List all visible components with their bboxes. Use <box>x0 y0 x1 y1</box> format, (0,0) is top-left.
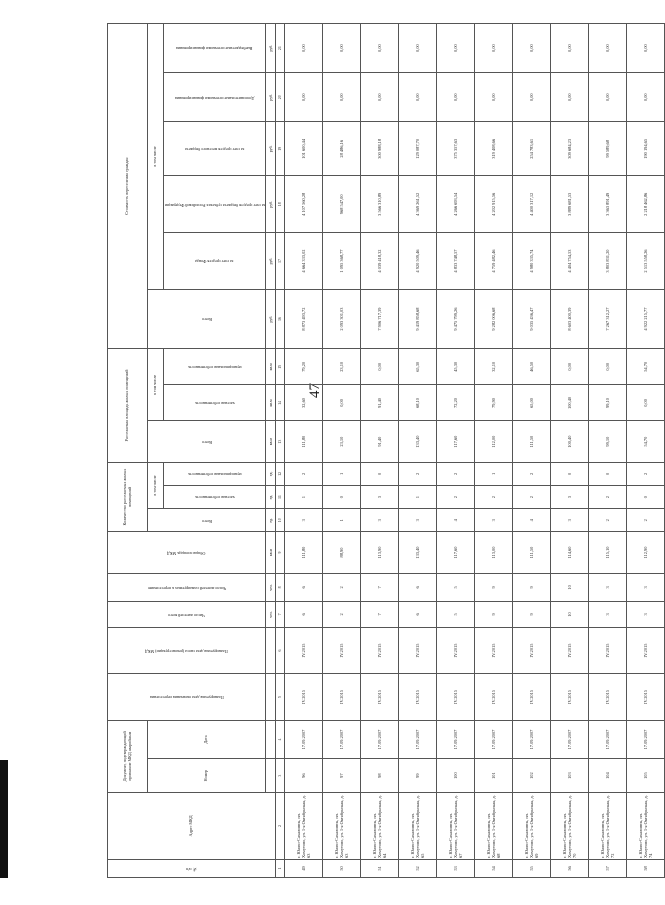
th-unit-at: кв.м <box>266 421 276 462</box>
cell-rm: 0 <box>551 462 589 485</box>
th-unit-cl: руб. <box>266 122 276 176</box>
cell-end: IV.2015 <box>551 674 589 720</box>
cell-demo: IV.2015 <box>475 627 513 673</box>
cell-cf: 4 039 418,32 <box>361 233 399 290</box>
th-address: Адрес МКД <box>108 792 276 859</box>
cell-demo: IV.2015 <box>323 627 361 673</box>
th-area-group: Расселяемая площадь жилых помещений <box>108 349 148 463</box>
th-cost-local: за счет средств местного бюджета <box>164 122 266 176</box>
cell-ct: 9 282 006,68 <box>475 289 513 348</box>
cell-cl: 254 783,61 <box>513 122 551 176</box>
cell-end: IV.2015 <box>323 674 361 720</box>
cell-at: 133,40 <box>399 421 437 462</box>
th-rooms-private: частная собственность <box>164 486 266 509</box>
cell-rm: 2 <box>399 462 437 485</box>
th-unit-cr: руб. <box>266 176 276 233</box>
cell-ct: 7 267 312,27 <box>589 289 627 348</box>
col-number: 3 <box>276 759 285 793</box>
cell-res: 9 <box>513 602 551 628</box>
cell-rp: 2 <box>589 486 627 509</box>
cell-cr: 3 363 891,49 <box>589 176 627 233</box>
cell-res: 6 <box>285 602 323 628</box>
cell-date: 17.09.2007 <box>475 720 513 759</box>
cell-num: 96 <box>285 759 323 793</box>
cell-rm: 0 <box>361 462 399 485</box>
cell-n: 51 <box>361 859 399 877</box>
col-number: 13 <box>276 421 285 462</box>
cell-ap: 72,20 <box>437 385 475 421</box>
th-unit-doc-date <box>266 720 276 759</box>
table-row <box>437 24 475 878</box>
cell-addr: г. Южно-Сахалинск, пл. Хомутово, ул. 1-я Октябрьская, д. 72 <box>589 792 627 859</box>
cell-move: 6 <box>285 573 323 601</box>
cell-ap: 79,90 <box>475 385 513 421</box>
th-doc-group: Документ, подтверждающий признание МКД аварийным <box>108 720 148 792</box>
cell-ce: 0,00 <box>323 73 361 122</box>
table-row <box>627 24 665 878</box>
cell-rt: 3 <box>399 509 437 532</box>
cell-num: 101 <box>475 759 513 793</box>
cell-ct: 8 873 493,72 <box>285 289 323 348</box>
cell-am: 45,30 <box>437 349 475 385</box>
cell-rp: 0 <box>323 486 361 509</box>
cell-rp: 1 <box>285 486 323 509</box>
th-cost-extra2: Внебюджетные источники финансирования <box>164 24 266 73</box>
table-body <box>285 24 665 878</box>
cell-cx: 0,00 <box>285 24 323 73</box>
cell-ap: 65,00 <box>513 385 551 421</box>
cell-cl: 28 486,16 <box>323 122 361 176</box>
cell-end: IV.2015 <box>627 674 665 720</box>
th-unit-rp: ед. <box>266 486 276 509</box>
cell-move: 3 <box>627 573 665 601</box>
cell-addr: г. Южно-Сахалинск, пл. Хомутово, ул. 1-я Октябрьская, д. 70 <box>551 792 589 859</box>
cell-ce: 0,00 <box>589 73 627 122</box>
cell-res: 10 <box>551 602 589 628</box>
table-row <box>475 24 513 878</box>
cell-cx: 0,00 <box>551 24 589 73</box>
cell-at: 117,60 <box>437 421 475 462</box>
cell-cr: 3 889 681,53 <box>551 176 589 233</box>
cell-rm: 2 <box>437 462 475 485</box>
th-doc-date: Дата <box>148 720 266 759</box>
cell-ap: 99,10 <box>589 385 627 421</box>
cell-res: 6 <box>399 602 437 628</box>
cell-n: 58 <box>627 859 665 877</box>
th-planned-demolition: Планируемая дата сноса (реконструкции) МКД <box>108 627 266 673</box>
cell-cx: 0,00 <box>437 24 475 73</box>
cell-date: 17.09.2007 <box>589 720 627 759</box>
cell-area: 112,90 <box>627 532 665 573</box>
cell-addr: г. Южно-Сахалинск, пл. Хомутово, ул. 1-я Октябрьская, д. 74 <box>627 792 665 859</box>
cell-at: 111,50 <box>513 421 551 462</box>
cell-res: 3 <box>589 602 627 628</box>
cell-demo: IV.2015 <box>285 627 323 673</box>
cell-cx: 0,00 <box>399 24 437 73</box>
cell-res: 7 <box>361 602 399 628</box>
cell-move: 3 <box>589 573 627 601</box>
cell-at: 91,40 <box>361 421 399 462</box>
cell-n: 57 <box>589 859 627 877</box>
cell-rm: 1 <box>323 462 361 485</box>
col-number: 16 <box>276 289 285 348</box>
col-number: 15 <box>276 349 285 385</box>
cell-end: IV.2015 <box>437 674 475 720</box>
cell-ct: 9 035 436,47 <box>513 289 551 348</box>
cell-ap: 0,00 <box>627 385 665 421</box>
cell-rp: 1 <box>399 486 437 509</box>
th-residents-to-move: Число жителей планируемых к переселению <box>108 573 266 601</box>
cell-cf: 3 803 831,20 <box>589 233 627 290</box>
cell-end: IV.2015 <box>361 674 399 720</box>
cell-cl: 319 408,66 <box>475 122 513 176</box>
cell-ct: 4 922 215,77 <box>627 289 665 348</box>
cell-rt: 3 <box>361 509 399 532</box>
th-unit-area: кв.м <box>266 532 276 573</box>
cell-area: 111,80 <box>285 532 323 573</box>
cell-cl: 101 600,44 <box>285 122 323 176</box>
scan-edge-bar <box>0 760 8 878</box>
cell-at: 111,80 <box>285 421 323 462</box>
resettlement-table <box>107 23 665 878</box>
th-cost-fund: за счет средств Фонда <box>164 233 266 290</box>
col-number: 6 <box>276 627 285 673</box>
cell-am: 32,10 <box>475 349 513 385</box>
cell-ap: 0,00 <box>323 385 361 421</box>
cell-area: 115,10 <box>589 532 627 573</box>
cell-cr: 968 547,00 <box>323 176 361 233</box>
col-number: 9 <box>276 532 285 573</box>
cell-date: 17.09.2007 <box>551 720 589 759</box>
cell-move: 6 <box>399 573 437 601</box>
col-number: 4 <box>276 720 285 759</box>
th-cost-total: Всего <box>148 289 266 348</box>
cell-rt: 4 <box>513 509 551 532</box>
col-number: 19 <box>276 122 285 176</box>
cell-rp: 2 <box>437 486 475 509</box>
cell-n: 52 <box>399 859 437 877</box>
cell-ce: 0,00 <box>551 73 589 122</box>
cell-area: 114,60 <box>551 532 589 573</box>
th-unit-doc-num <box>266 759 276 793</box>
cell-ct: 9 419 858,68 <box>399 289 437 348</box>
cell-demo: IV.2015 <box>437 627 475 673</box>
cell-num: 97 <box>323 759 361 793</box>
th-unit-demo <box>266 627 276 673</box>
cell-ct: 7 906 717,39 <box>361 289 399 348</box>
th-unit-cf: руб. <box>266 233 276 290</box>
cell-cl: 99 589,68 <box>589 122 627 176</box>
cell-move: 10 <box>551 573 589 601</box>
cell-cx: 0,00 <box>475 24 513 73</box>
cell-ct: 2 093 301,03 <box>323 289 361 348</box>
col-number: 12 <box>276 462 285 485</box>
cell-date: 17.09.2007 <box>285 720 323 759</box>
cell-cf: 4 404 754,53 <box>551 233 589 290</box>
cell-rm: 2 <box>627 462 665 485</box>
cell-rp: 3 <box>551 486 589 509</box>
cell-rp: 3 <box>361 486 399 509</box>
cell-cx: 0,00 <box>323 24 361 73</box>
table-row <box>589 24 627 878</box>
table-row <box>551 24 589 878</box>
th-total-area: Общая площадь МКД <box>108 532 266 573</box>
cell-ap: 32,60 <box>285 385 323 421</box>
th-area-total: Всего <box>148 421 266 462</box>
cell-num: 98 <box>361 759 399 793</box>
th-unit-end <box>266 674 276 720</box>
cell-move: 2 <box>323 573 361 601</box>
cell-num: 102 <box>513 759 551 793</box>
cell-am: 23,10 <box>323 349 361 385</box>
th-n: № п/п <box>108 859 276 877</box>
th-unit-cx: руб. <box>266 24 276 73</box>
cell-addr: г. Южно-Сахалинск, пл. Хомутово, ул. 1-я Октябрьская, д. 65 <box>399 792 437 859</box>
cell-ce: 0,00 <box>399 73 437 122</box>
table-header <box>108 24 285 878</box>
th-unit-res: чел. <box>266 602 276 628</box>
cell-cr: 4 202 915,56 <box>475 176 513 233</box>
page-number: 47 <box>307 383 323 398</box>
cell-ct: 8 603 400,39 <box>551 289 589 348</box>
cell-at: 100,40 <box>551 421 589 462</box>
cell-end: IV.2015 <box>589 674 627 720</box>
cell-am: 0,00 <box>551 349 589 385</box>
cell-cr: 4 107 560,28 <box>285 176 323 233</box>
col-number: 5 <box>276 674 285 720</box>
th-rooms-municipal: муниципальная собственность <box>164 462 266 485</box>
cell-end: IV.2015 <box>475 674 513 720</box>
cell-num: 105 <box>627 759 665 793</box>
cell-n: 56 <box>551 859 589 877</box>
cell-res: 9 <box>475 602 513 628</box>
cell-area: 113,90 <box>361 532 399 573</box>
cell-ap: 91,40 <box>361 385 399 421</box>
cell-demo: IV.2015 <box>627 627 665 673</box>
th-unit-rt: ед. <box>266 509 276 532</box>
col-number: 17 <box>276 233 285 290</box>
col-number: 20 <box>276 73 285 122</box>
th-cost-regional: за счет средств бюджета субъекта Российской Федерации <box>164 176 266 233</box>
th-cost-incl: в том числе <box>148 24 164 290</box>
col-number: 10 <box>276 509 285 532</box>
cell-date: 17.09.2007 <box>361 720 399 759</box>
th-rooms-total: Всего <box>148 509 266 532</box>
col-number: 2 <box>276 792 285 859</box>
cell-cl: 309 684,23 <box>551 122 589 176</box>
cell-cl: 300 988,18 <box>361 122 399 176</box>
cell-res: 3 <box>627 602 665 628</box>
cell-cx: 0,00 <box>589 24 627 73</box>
th-residents: Число жителей всего <box>108 602 266 628</box>
th-unit-am: кв.м <box>266 349 276 385</box>
cell-ce: 0,00 <box>627 73 665 122</box>
cell-cx: 0,00 <box>627 24 665 73</box>
cell-ap: 100,40 <box>551 385 589 421</box>
cell-num: 104 <box>589 759 627 793</box>
th-unit-rm: ед. <box>266 462 276 485</box>
col-number: 21 <box>276 24 285 73</box>
cell-ce: 0,00 <box>285 73 323 122</box>
cell-cr: 3 566 310,89 <box>361 176 399 233</box>
cell-am: 65,30 <box>399 349 437 385</box>
cell-move: 5 <box>437 573 475 601</box>
cell-area: 117,60 <box>437 532 475 573</box>
cell-cx: 0,00 <box>361 24 399 73</box>
th-unit-ct: руб. <box>266 289 276 348</box>
cell-at: 112,00 <box>475 421 513 462</box>
cell-move: 7 <box>361 573 399 601</box>
th-unit-ce: руб. <box>266 73 276 122</box>
cell-end: IV.2015 <box>399 674 437 720</box>
cell-demo: IV.2015 <box>551 627 589 673</box>
cell-move: 9 <box>475 573 513 601</box>
th-cost-group: Стоимость переселения граждан <box>108 24 148 349</box>
th-rooms-group: Количество расселяемых жилых помещений <box>108 462 148 532</box>
th-area-incl: в том числе <box>148 349 164 421</box>
th-cost-extra: Дополнительные источники финансирования <box>164 73 266 122</box>
col-number: 1 <box>276 859 285 877</box>
cell-at: 99,10 <box>589 421 627 462</box>
cell-demo: IV.2015 <box>513 627 551 673</box>
cell-date: 17.09.2007 <box>437 720 475 759</box>
cell-date: 17.09.2007 <box>627 720 665 759</box>
table-row <box>513 24 551 878</box>
cell-rt: 3 <box>285 509 323 532</box>
cell-cl: 129 087,70 <box>399 122 437 176</box>
th-area-private: частная собственность <box>164 385 266 421</box>
cell-demo: IV.2015 <box>399 627 437 673</box>
th-area-municipal: муниципальная собственность <box>164 349 266 385</box>
cell-area: 111,50 <box>513 532 551 573</box>
cell-cl: 375 357,63 <box>437 122 475 176</box>
table-row <box>323 24 361 878</box>
cell-am: 54,70 <box>627 349 665 385</box>
cell-rt: 3 <box>551 509 589 532</box>
cell-area: 133,40 <box>399 532 437 573</box>
cell-n: 50 <box>323 859 361 877</box>
rotated-document <box>107 23 654 878</box>
cell-n: 55 <box>513 859 551 877</box>
cell-cr: 2 218 462,86 <box>627 176 665 233</box>
th-rooms-incl: в том числе <box>148 462 164 508</box>
cell-addr: г. Южно-Сахалинск, пл. Хомутово, ул. 1-я Октябрьская, д. 63 <box>323 792 361 859</box>
cell-n: 49 <box>285 859 323 877</box>
cell-res: 2 <box>323 602 361 628</box>
cell-n: 54 <box>475 859 513 877</box>
cell-num: 100 <box>437 759 475 793</box>
cell-move: 9 <box>513 573 551 601</box>
cell-rp: 2 <box>513 486 551 509</box>
th-planned-end: Планируемая дата окончания переселения <box>108 674 266 720</box>
cell-cr: 4 369 261,52 <box>399 176 437 233</box>
cell-rm: 2 <box>285 462 323 485</box>
cell-ct: 9 475 799,26 <box>437 289 475 348</box>
cell-cr: 4 400 317,12 <box>513 176 551 233</box>
cell-cf: 4 980 335,74 <box>513 233 551 290</box>
cell-cf: 4 833 748,57 <box>437 233 475 290</box>
cell-rm: 2 <box>513 462 551 485</box>
cell-end: IV.2015 <box>285 674 323 720</box>
cell-cf: 4 664 333,02 <box>285 233 323 290</box>
cell-rp: 2 <box>475 486 513 509</box>
cell-addr: г. Южно-Сахалинск, пл. Хомутово, ул. 1-я Октябрьская, д. 69 <box>513 792 551 859</box>
cell-ce: 0,00 <box>361 73 399 122</box>
cell-num: 103 <box>551 759 589 793</box>
cell-am: 0,00 <box>589 349 627 385</box>
th-unit-ap: кв.м <box>266 385 276 421</box>
cell-rt: 2 <box>589 509 627 532</box>
cell-ap: 68,10 <box>399 385 437 421</box>
col-number: 18 <box>276 176 285 233</box>
col-number: 8 <box>276 573 285 601</box>
cell-cl: 190 194,65 <box>627 122 665 176</box>
th-unit-move: чел. <box>266 573 276 601</box>
cell-rm: 0 <box>589 462 627 485</box>
cell-cf: 2 513 558,26 <box>627 233 665 290</box>
cell-res: 5 <box>437 602 475 628</box>
cell-am: 0,00 <box>361 349 399 385</box>
cell-rp: 0 <box>627 486 665 509</box>
cell-demo: IV.2015 <box>361 627 399 673</box>
cell-at: 23,10 <box>323 421 361 462</box>
cell-demo: IV.2015 <box>589 627 627 673</box>
table-row <box>285 24 323 878</box>
column-numbers-row <box>276 24 285 878</box>
cell-area: 113,00 <box>475 532 513 573</box>
cell-rt: 4 <box>437 509 475 532</box>
cell-rt: 1 <box>323 509 361 532</box>
cell-num: 99 <box>399 759 437 793</box>
cell-end: IV.2015 <box>513 674 551 720</box>
cell-rt: 2 <box>627 509 665 532</box>
cell-addr: г. Южно-Сахалинск, пл. Хомутово, ул. 1-я Октябрьская, д. 68 <box>475 792 513 859</box>
cell-addr: г. Южно-Сахалинск, пл. Хомутово, ул. 1-я Октябрьская, д. 63 <box>285 792 323 859</box>
cell-cf: 4 920 509,46 <box>399 233 437 290</box>
cell-ce: 0,00 <box>475 73 513 122</box>
cell-ce: 0,00 <box>513 73 551 122</box>
col-number: 7 <box>276 602 285 628</box>
cell-date: 17.09.2007 <box>323 720 361 759</box>
cell-cf: 4 759 482,46 <box>475 233 513 290</box>
cell-cf: 1 095 368,77 <box>323 233 361 290</box>
th-doc-number: Номер <box>148 759 266 793</box>
cell-date: 17.09.2007 <box>399 720 437 759</box>
cell-area: 88,90 <box>323 532 361 573</box>
cell-cr: 4 266 693,54 <box>437 176 475 233</box>
table-row <box>399 24 437 878</box>
cell-rt: 3 <box>475 509 513 532</box>
table-row <box>361 24 399 878</box>
col-number: 14 <box>276 385 285 421</box>
cell-date: 17.09.2007 <box>513 720 551 759</box>
cell-am: 79,20 <box>285 349 323 385</box>
cell-addr: г. Южно-Сахалинск, пл. Хомутово, ул. 1-я Октябрьская, д. 67 <box>437 792 475 859</box>
cell-n: 53 <box>437 859 475 877</box>
cell-rm: 1 <box>475 462 513 485</box>
cell-ce: 0,00 <box>437 73 475 122</box>
cell-at: 54,70 <box>627 421 665 462</box>
cell-addr: г. Южно-Сахалинск, пл. Хомутово, ул. 1-я Октябрьская, д. 64 <box>361 792 399 859</box>
cell-cx: 0,00 <box>513 24 551 73</box>
cell-am: 46,50 <box>513 349 551 385</box>
col-number: 11 <box>276 486 285 509</box>
